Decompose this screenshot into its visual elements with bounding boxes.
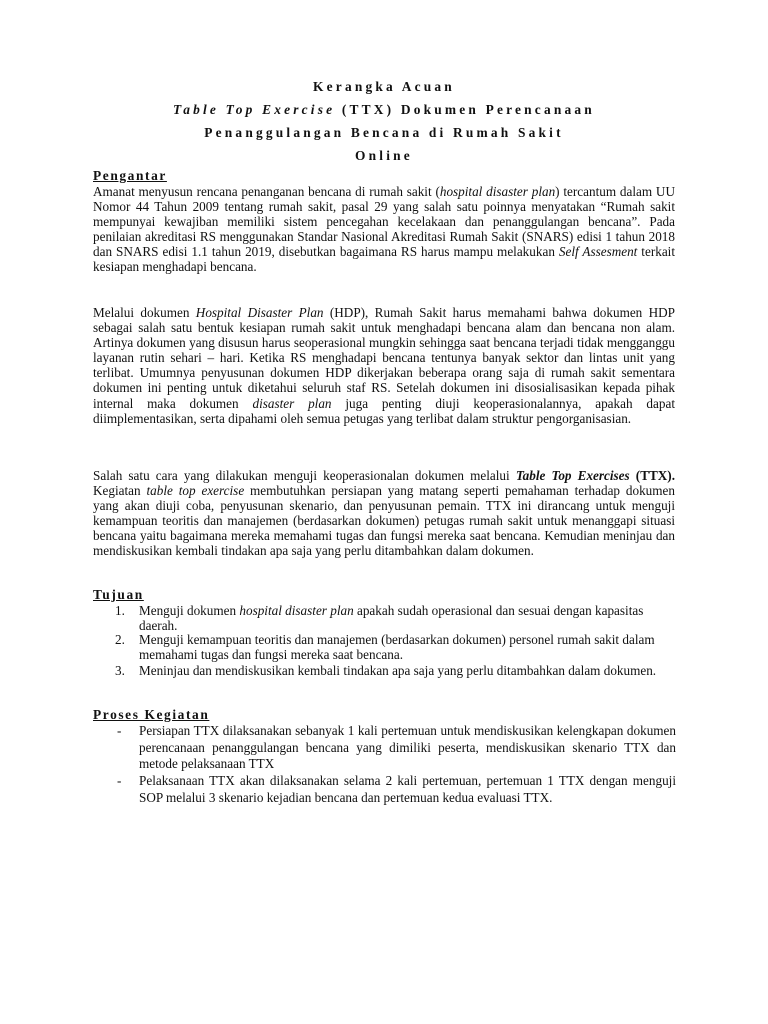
p3-text-d: membutuhkan persiapan yang matang seperti pemahaman terhadap dokumen yang akan diuji coba, penyusunan skenario, dan penyusunan pemain. TTX ini dirancang untuk menguji kemampuan teoritis dan manajemen (berdasarkan dokumen) petugas rumah sakit untuk menanggapi situasi bencana yaitu bagaimana mereka memahami tugas dan fungsi mereka saat bencana. Kemudian meninjau dan mendiskusikan kembali tindakan apa saja yang perlu ditambahkan dalam dokumen.	[93, 483, 675, 559]
tujuan-1-italic: hospital disaster plan	[239, 603, 354, 618]
p2-text-a: Melalui dokumen	[93, 305, 196, 320]
title-line-2-rest: (TTX) Dokumen Perencanaan	[335, 102, 595, 117]
p2-text-b: (HDP), Rumah Sakit harus memahami bahwa dokumen HDP sebagai salah satu bentuk kesiapan rumah sakit untuk menghadapi bencana alam dan bencana non alam. Artinya dokumen yang disusun harus seoperasional mungkin sehingga saat bencana terjadi tidak mengganggu layanan rutin sehari – hari. Ketika RS menghadapi bencana tentunya banyak sektor dan lintas unit yang terlibat. Umumnya penyusunan dokumen HDP dikerjakan beberapa orang saja di rumah sakit sementara dokumen ini penting untuk diketahui seluruh staf RS. Setelah dokumen ini disosialisasikan kepada pihak internal maka dokumen	[93, 305, 676, 411]
heading-pengantar: Pengantar	[93, 168, 167, 183]
heading-proses-kegiatan: Proses Kegiatan	[93, 707, 210, 722]
title-line-4: Online	[355, 148, 413, 163]
p1-text-a: Amanat menyusun rencana penanganan bencana di rumah sakit (	[93, 184, 440, 199]
proses-item-1	[93, 723, 675, 773]
tujuan-1-text-b: apakah sudah operasional dan sesuai dengan kapasitas daerah.	[139, 603, 644, 634]
title-ttx-italic: Table Top Exercise	[173, 102, 336, 117]
tujuan-item-3	[93, 663, 675, 693]
p1-italic-self-assesment: Self Assesment	[558, 244, 638, 260]
p3-bold-italic-ttx: Table Top Exercises	[515, 468, 630, 483]
proses-item-text: Pelaksanaan TTX akan dilaksanakan selama 2 kali pertemuan, pertemuan 1 TTX dengan menguji SOP melalui 3 skenario kejadian bencana dan pertemuan kedua evaluasi TTX.	[139, 773, 676, 805]
pengantar-paragraph-1	[93, 184, 675, 275]
p1-text-c: terkait kesiapan menghadapi bencana.	[93, 244, 675, 275]
proses-item-text: Persiapan TTX dilaksanakan sebanyak 1 kali pertemuan untuk mendiskusikan kelengkapan dokumen perencanaan penanggulangan bencana yang dimiliki peserta, mendiskusikan skenario TTX dan metode pelaksanaan TTX	[139, 723, 676, 772]
tujuan-item-2	[93, 632, 675, 662]
p2-italic-hdp: Hospital Disaster Plan	[195, 305, 324, 320]
p3-bold-ttx: (TTX).	[629, 468, 675, 483]
pengantar-paragraph-3	[93, 468, 675, 559]
tujuan-item-text	[139, 603, 679, 633]
pengantar-paragraph-2	[93, 305, 675, 426]
proses-item-2	[93, 773, 675, 823]
tujuan-item-number: 1.	[115, 603, 125, 618]
title-line-3: Penanggulangan Bencana di Rumah Sakit	[204, 125, 564, 140]
p2-text-c: juga penting diuji keoperasionalannya, apakah dapat diimplementasikan, serta dipahami oleh semua petugas yang terlibat dalam struktur pengorganisasian.	[93, 395, 675, 426]
title-line-2	[0, 102, 768, 118]
p2-italic-disaster-plan: disaster plan	[252, 395, 332, 411]
title-line-1: Kerangka Acuan	[313, 79, 455, 94]
bullet-dash: -	[117, 773, 122, 788]
p3-text-a: Salah satu cara yang dilakukan menguji keoperasionalan dokumen melalui	[93, 468, 516, 483]
tujuan-1-text-a: Menguji dokumen	[139, 603, 240, 618]
tujuan-item-text: Menguji kemampuan teoritis dan manajemen (berdasarkan dokumen) personel rumah sakit dalam memahami tugas dan fungsi mereka saat bencana.	[139, 632, 655, 663]
tujuan-item-text: Meninjau dan mendiskusikan kembali tindakan apa saja yang perlu ditambahkan dalam dokumen.	[139, 663, 657, 678]
bullet-dash: -	[117, 723, 122, 738]
p1-italic-hdp: hospital disaster plan	[439, 184, 556, 199]
tujuan-item-number: 2.	[115, 632, 125, 647]
tujuan-item-1	[93, 603, 675, 633]
p1-text-b: ) tercantum dalam UU Nomor 44 Tahun 2009 tentang rumah sakit, pasal 29 yang salah satu poinnya menyatakan “Rumah sakit mempunyai kewajiban memiliki sistem pencegahan kecelakaan dan penanggulangan bencana”. Pada penilaian akreditasi RS menggunakan Standar Nasional Akreditasi Rumah Sakit (SNARS) edisi 1 tahun 2018 dan SNARS edisi 1.1 tahun 2019, disebutkan bagaimana RS harus mampu melakukan	[93, 184, 675, 260]
p3-italic-tte: table top exercise	[146, 483, 245, 499]
tujuan-item-number: 3.	[115, 663, 125, 678]
heading-tujuan: Tujuan	[93, 587, 144, 602]
p3-text-c: Kegiatan	[93, 483, 147, 499]
